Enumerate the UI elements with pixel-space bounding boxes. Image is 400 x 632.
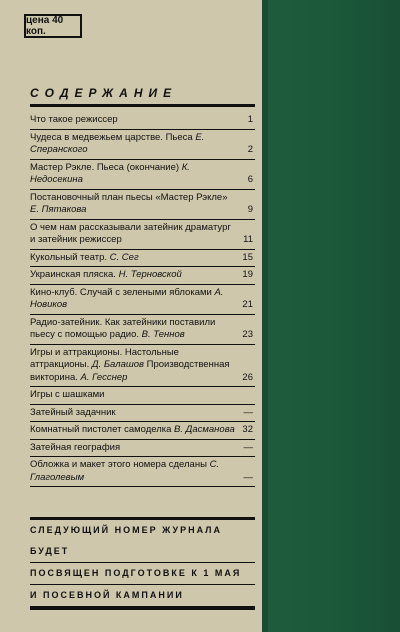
announcement-line: И ПОСЕВНОЙ КАМПАНИИ — [30, 585, 255, 607]
toc-entry[interactable] — [30, 405, 255, 423]
price-label: цена 40 коп. — [26, 15, 64, 37]
entry-title: Комнатный пистолет самоделка — [30, 424, 172, 435]
entry-title: Что такое режиссер — [30, 114, 118, 125]
page-title: СОДЕРЖАНИЕ — [30, 86, 178, 100]
toc-entry[interactable] — [30, 440, 255, 458]
entry-page: 21 — [242, 299, 253, 310]
entry-page: — — [243, 471, 253, 483]
toc-entry[interactable] — [30, 250, 255, 268]
table-of-contents — [30, 112, 255, 487]
entry-title: Мастер Рэкле. Пьеса (окончание) — [30, 161, 180, 173]
toc-entry[interactable] — [30, 285, 255, 315]
entry-title: Постановочный план пьесы «Мастер Рэкле» — [30, 191, 228, 203]
announcement-line: ПОСВЯЩЕН ПОДГОТОВКЕ К 1 МАЯ — [30, 563, 255, 585]
toc-entry[interactable] — [30, 267, 255, 285]
entry-page: — — [243, 406, 253, 418]
toc-entry[interactable] — [30, 387, 255, 405]
entry-author: Н. Терновской — [118, 269, 182, 280]
entry-title: Игры с шашками — [30, 389, 105, 400]
title-rule — [30, 104, 255, 107]
entry-page: — — [243, 441, 253, 453]
entry-title: Кино-клуб. Случай с зелеными яблоками — [30, 286, 212, 298]
entry-page: 9 — [247, 204, 253, 215]
entry-title: Украинская пляска. — [30, 269, 116, 280]
entry-page: 2 — [247, 144, 253, 155]
entry-title: Чудеса в медвежьем царстве. Пьеса — [30, 131, 193, 143]
green-cover-band — [262, 0, 400, 632]
toc-entry[interactable] — [30, 457, 255, 487]
entry-title: Затейная география — [30, 441, 121, 453]
entry-page: 11 — [243, 234, 253, 245]
entry-title: Радио-затейник. Как затейники поставили пьесу с помощью радио. — [30, 316, 216, 340]
toc-entry[interactable] — [30, 190, 255, 220]
entry-subtitle: Производственная викторина. — [30, 359, 230, 383]
entry-author: Е. Сперанского — [30, 131, 205, 155]
entry-title: Игры и аттракционы. Настольные аттракционы. — [30, 346, 179, 370]
entry-page: 6 — [247, 174, 253, 185]
entry-author: А. Новиков — [30, 286, 224, 310]
entry-page: 1 — [247, 114, 253, 125]
price-box — [24, 14, 82, 38]
toc-entry[interactable] — [30, 160, 255, 190]
entry-author: К. Недосекина — [30, 161, 190, 185]
entry-author: С. Сег — [109, 251, 139, 263]
entry-title: Кукольный театр. — [30, 251, 108, 263]
entry-author: С. Глаголевым — [30, 459, 220, 483]
toc-entry[interactable] — [30, 315, 255, 345]
entry-author: В. Дасманова — [174, 424, 235, 435]
entry-page: 32 — [242, 424, 253, 435]
toc-entry[interactable] — [30, 130, 255, 160]
entry-title: Затейный задачник — [30, 406, 116, 418]
entry-author: В. Теннов — [141, 329, 185, 340]
entry-author: А. Гесснер — [80, 371, 128, 383]
announcement-bottom-rule — [30, 607, 255, 610]
announcement-line: СЛЕДУЮЩИЙ НОМЕР ЖУРНАЛА БУДЕТ — [30, 520, 255, 563]
toc-entry[interactable] — [30, 422, 255, 440]
entry-page: 19 — [242, 269, 253, 280]
announcement-box — [30, 517, 255, 610]
toc-entry[interactable] — [30, 220, 255, 250]
entry-author: Е. Пятакова — [30, 204, 87, 215]
toc-entry[interactable] — [30, 345, 255, 388]
entry-title: О чем нам рассказывали затейник драматург и затейник режиссер — [30, 221, 231, 245]
entry-page: 15 — [242, 251, 253, 263]
entry-title: Обложка и макет этого номера сделаны — [30, 459, 207, 470]
entry-page: 23 — [242, 329, 253, 340]
toc-entry[interactable] — [30, 112, 255, 130]
entry-author: Д. Балашов — [91, 359, 144, 370]
entry-page: 26 — [242, 371, 253, 383]
